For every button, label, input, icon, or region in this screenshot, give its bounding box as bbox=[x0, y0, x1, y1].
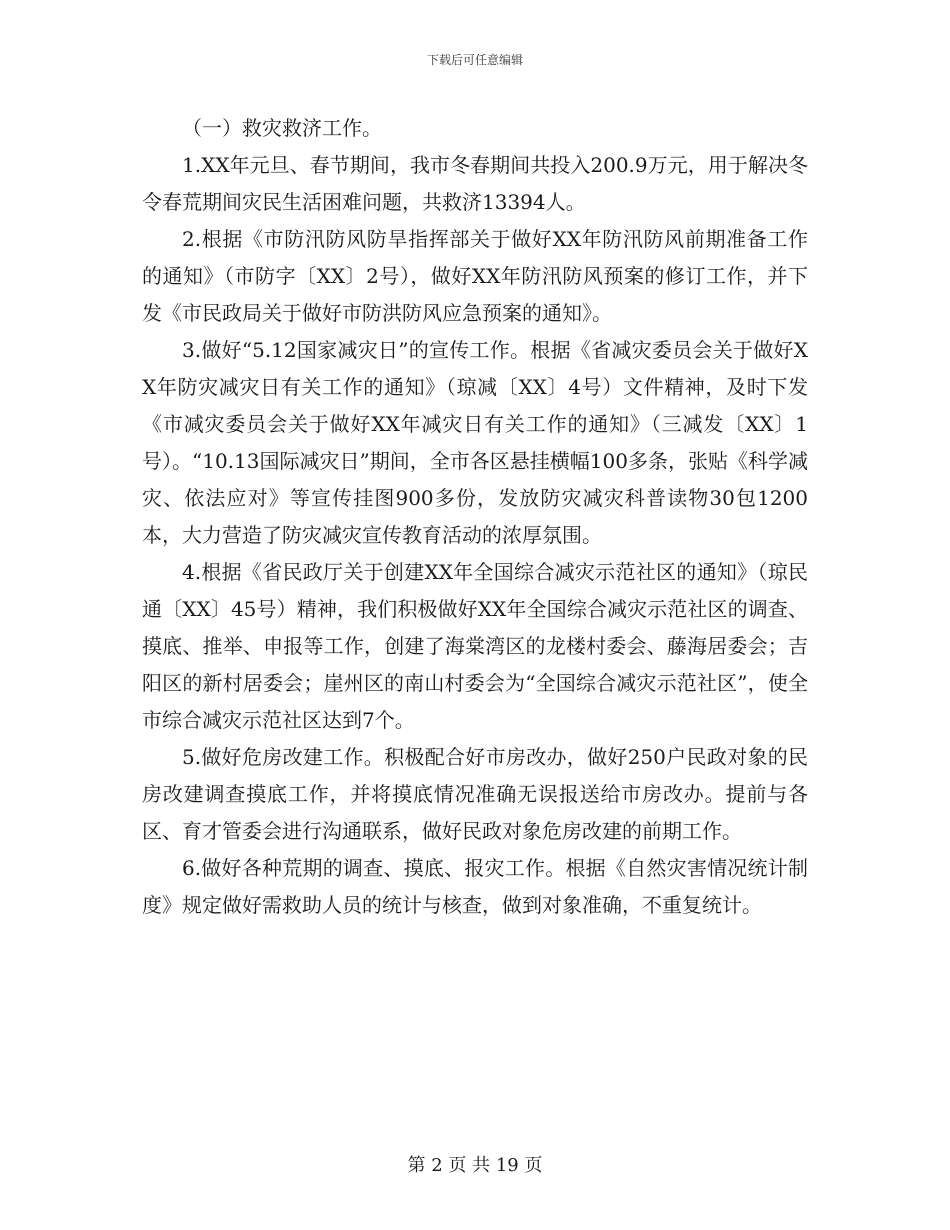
paragraph-1: 1.XX年元旦、春节期间，我市冬春期间共投入200.9万元，用于解决冬令春荒期间灾民生活困难问题，共救济13394人。 bbox=[142, 153, 808, 214]
paragraph-4: 4.根据《省民政厅关于创建XX年全国综合减灾示范社区的通知》（琼民通〔XX〕45号）精神，我们积极做好XX年全国综合减灾示范社区的调查、摸底、推举、申报等工作，创建了海棠湾区的龙楼村委会、藤海居委会；吉阳区的新村居委会；崖州区的南山村委会为“全国综合减灾示范社区”，使全市综合减灾示范社区达到7个。 bbox=[142, 560, 808, 732]
paragraph-3: 3.做好“5.12国家减灾日”的宣传工作。根据《省减灾委员会关于做好XX年防灾减灾日有关工作的通知》（琼减〔XX〕4号）文件精神，及时下发《市减灾委员会关于做好XX年减灾日有关工作的通知》（三减发〔XX〕1号）。“10.13国际减灾日”期间，全市各区悬挂横幅100多条，张贴《科学减灾、依法应对》等宣传挂图900多份，发放防灾减灾科普读物30包1200本，大力营造了防灾减灾宣传教育活动的浓厚氛围。 bbox=[142, 338, 808, 547]
page-number: 第 2 页 共 19 页 bbox=[407, 1155, 543, 1176]
section-heading: （一）救灾救济工作。 bbox=[182, 116, 382, 140]
paragraph-2: 2.根据《市防汛防风防旱指挥部关于做好XX年防汛防风前期准备工作的通知》（市防字〔XX〕2号），做好XX年防汛防风预案的修订工作，并下发《市民政局关于做好市防洪防风应急预案的通知》。 bbox=[142, 227, 808, 325]
document-body bbox=[142, 110, 808, 924]
page-header-note: 下载后可任意编辑 bbox=[426, 53, 523, 67]
paragraph-6: 6.做好各种荒期的调查、摸底、报灾工作。根据《自然灾害情况统计制度》规定做好需救助人员的统计与核查，做到对象准确，不重复统计。 bbox=[142, 856, 808, 917]
paragraph-5: 5.做好危房改建工作。积极配合好市房改办，做好250户民政对象的民房改建调查摸底工作，并将摸底情况准确无误报送给市房改办。提前与各区、育才管委会进行沟通联系，做好民政对象危房改建的前期工作。 bbox=[142, 745, 808, 843]
